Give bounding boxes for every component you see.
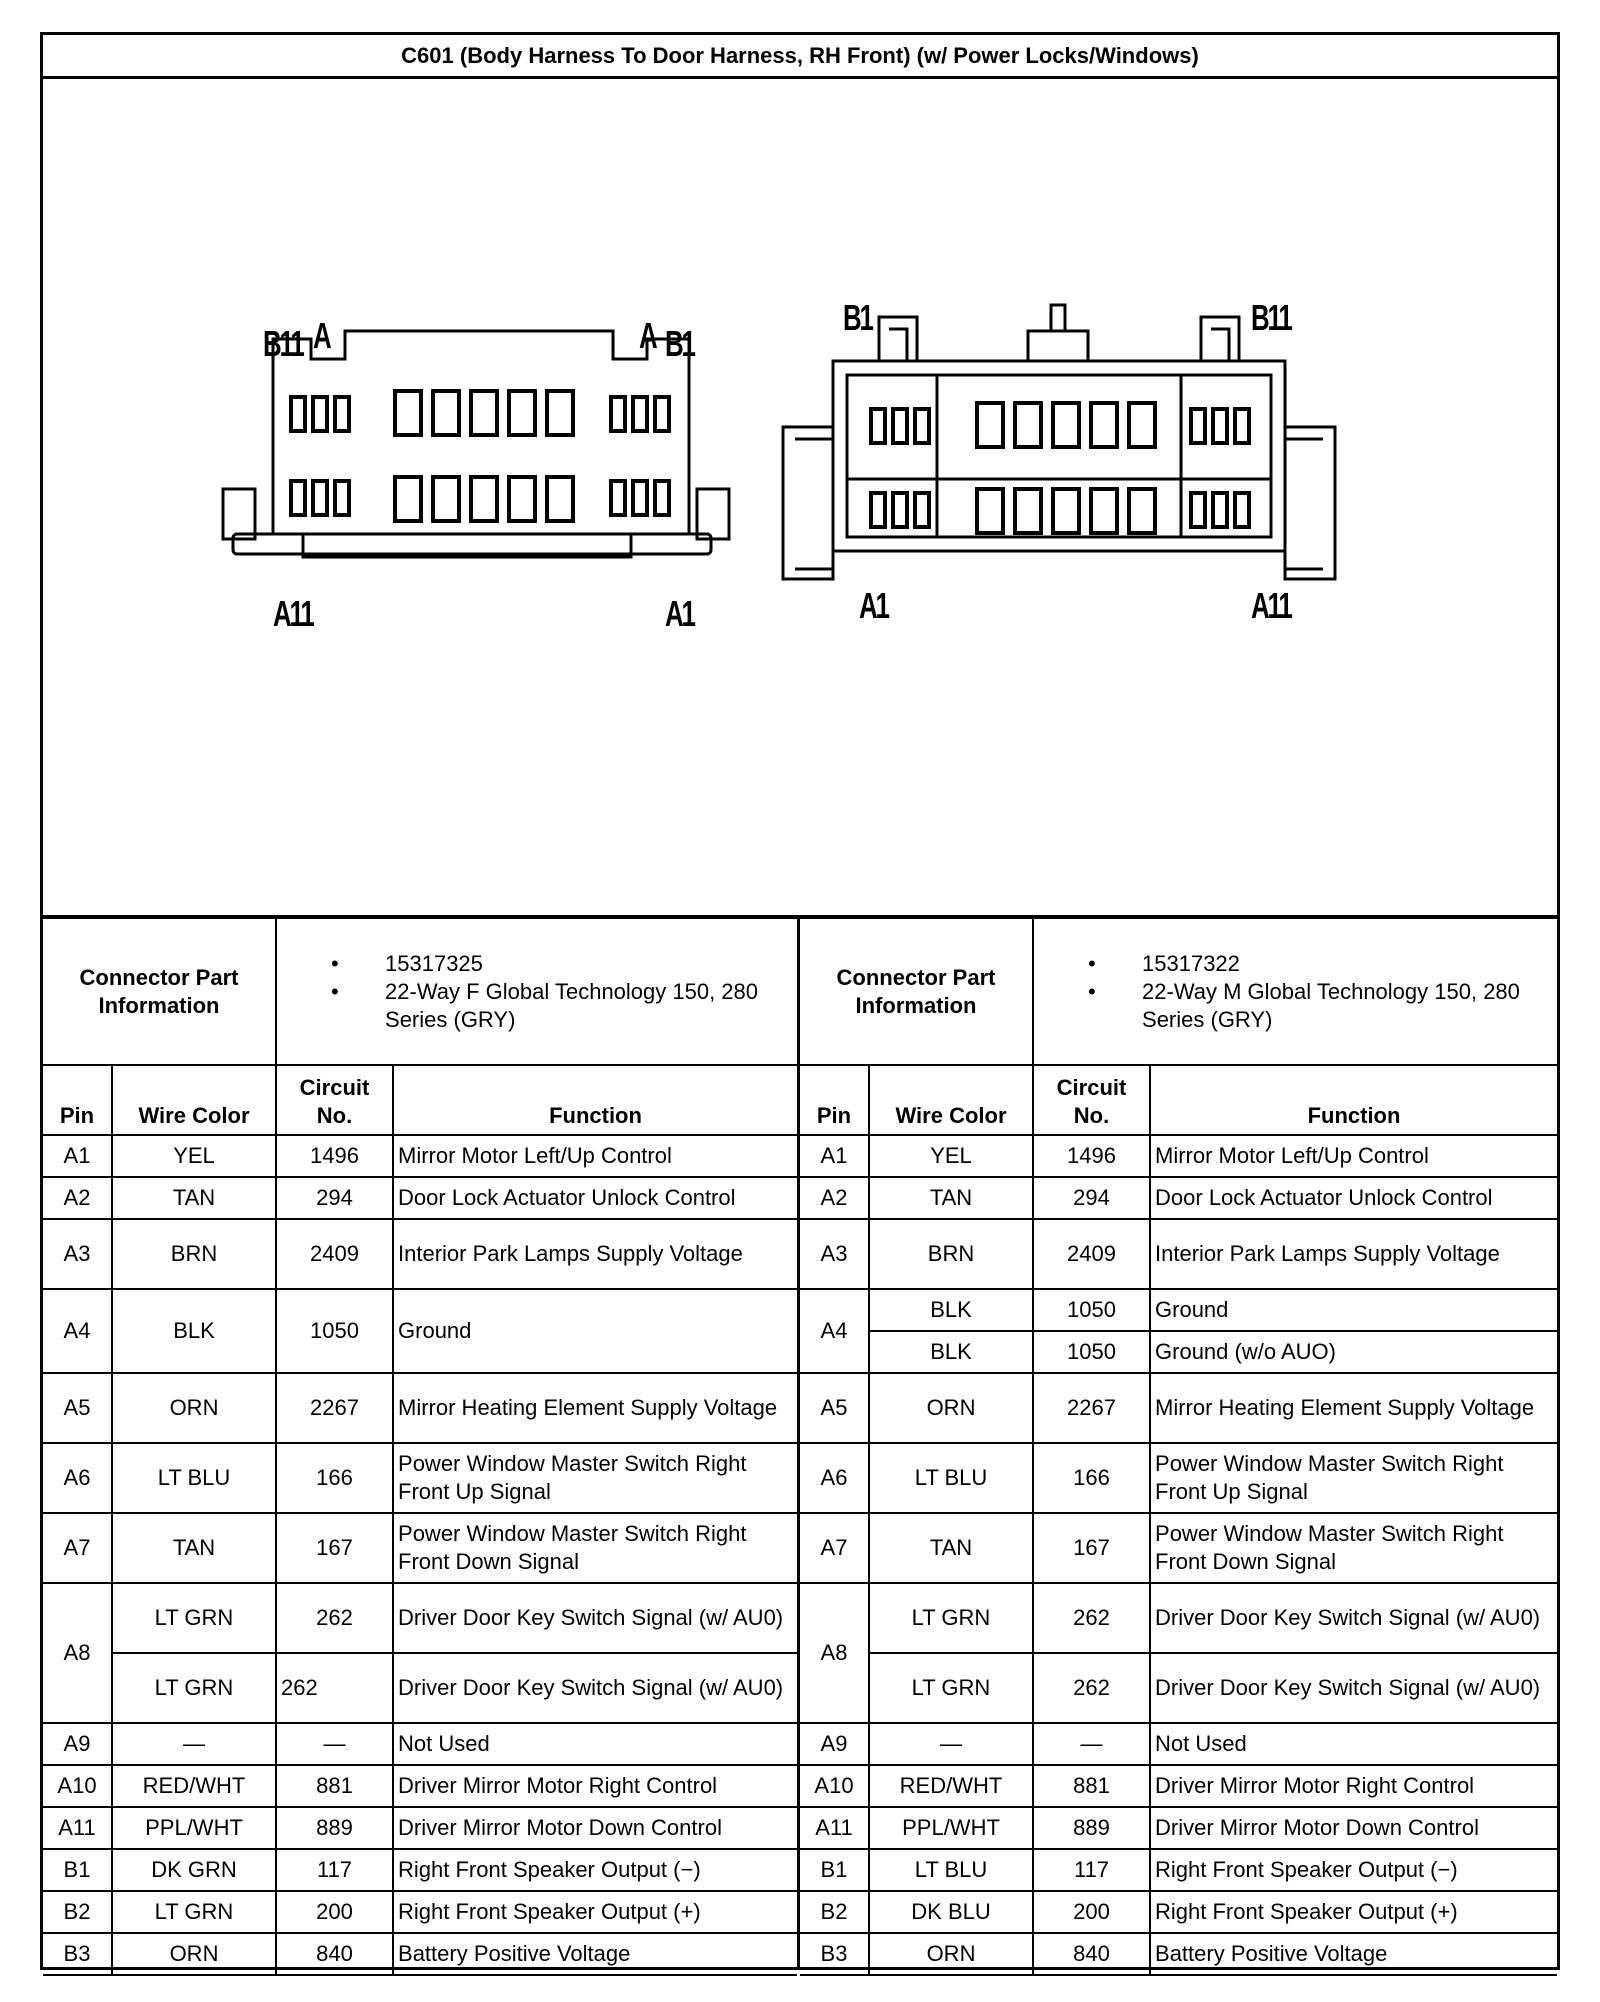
female-label-a1: A1 xyxy=(665,593,694,634)
function: Power Window Master Switch Right Front Down Signal xyxy=(393,1513,797,1583)
circuit: 889 xyxy=(1033,1807,1150,1849)
connector-sheet xyxy=(40,32,1560,1970)
part-info-label: Connector Part Information xyxy=(800,919,1033,1065)
header-circuit: Circuit No. xyxy=(276,1065,393,1135)
male-label-b11: B11 xyxy=(1251,297,1291,338)
wire-color: RED/WHT xyxy=(869,1765,1033,1807)
female-label-b11: B11 xyxy=(263,323,303,364)
header-pin: Pin xyxy=(800,1065,869,1135)
pin: A3 xyxy=(800,1219,869,1289)
wire-color: TAN xyxy=(112,1177,276,1219)
table-row xyxy=(43,1723,797,1765)
header-function: Function xyxy=(393,1065,797,1135)
pin: A11 xyxy=(43,1807,112,1849)
function: Power Window Master Switch Right Front Down Signal xyxy=(1150,1513,1557,1583)
circuit: 117 xyxy=(276,1849,393,1891)
function: Not Used xyxy=(393,1723,797,1765)
circuit: 294 xyxy=(276,1177,393,1219)
pin: B3 xyxy=(800,1933,869,1975)
table-row xyxy=(43,1891,797,1933)
function: Interior Park Lamps Supply Voltage xyxy=(1150,1219,1557,1289)
function: Power Window Master Switch Right Front Up Signal xyxy=(1150,1443,1557,1513)
circuit: 167 xyxy=(276,1513,393,1583)
function: Driver Mirror Motor Down Control xyxy=(393,1807,797,1849)
wire-color: BRN xyxy=(112,1219,276,1289)
table-row xyxy=(43,1177,797,1219)
wire-color: PPL/WHT xyxy=(869,1807,1033,1849)
table-row xyxy=(43,1653,797,1723)
pin: A9 xyxy=(800,1723,869,1765)
pin: A5 xyxy=(43,1373,112,1443)
wire-color: — xyxy=(112,1723,276,1765)
function: Right Front Speaker Output (+) xyxy=(1150,1891,1557,1933)
function: Right Front Speaker Output (+) xyxy=(393,1891,797,1933)
wire-color: BLK xyxy=(112,1289,276,1373)
wire-color: LT GRN xyxy=(869,1583,1033,1653)
function: Interior Park Lamps Supply Voltage xyxy=(393,1219,797,1289)
wire-color: BLK xyxy=(869,1331,1033,1373)
part-info xyxy=(276,919,797,1065)
pin: B2 xyxy=(800,1891,869,1933)
circuit: 840 xyxy=(276,1933,393,1975)
table-row xyxy=(800,1513,1557,1583)
table-row xyxy=(800,1289,1557,1331)
part-number: • 15317325 xyxy=(281,950,793,978)
table-row xyxy=(800,1807,1557,1849)
connector-diagram xyxy=(43,79,1557,919)
pin: A8 xyxy=(800,1583,869,1723)
function: Ground xyxy=(393,1289,797,1373)
wire-color: LT BLU xyxy=(112,1443,276,1513)
function: Right Front Speaker Output (−) xyxy=(393,1849,797,1891)
table-row xyxy=(800,1765,1557,1807)
function: Power Window Master Switch Right Front Up Signal xyxy=(393,1443,797,1513)
wire-color: LT GRN xyxy=(112,1653,276,1723)
pin: A1 xyxy=(800,1135,869,1177)
part-info-label: Connector Part Information xyxy=(43,919,276,1065)
pin: A7 xyxy=(800,1513,869,1583)
circuit: 167 xyxy=(1033,1513,1150,1583)
circuit: 166 xyxy=(276,1443,393,1513)
wire-color: LT GRN xyxy=(112,1891,276,1933)
male-label-a1: A1 xyxy=(859,585,888,626)
function: Battery Positive Voltage xyxy=(1150,1933,1557,1975)
circuit: 840 xyxy=(1033,1933,1150,1975)
wire-color: ORN xyxy=(112,1933,276,1975)
table-row xyxy=(800,1331,1557,1373)
circuit: 262 xyxy=(1033,1653,1150,1723)
female-label-b1: B1 xyxy=(665,323,694,364)
part-description: • 22-Way M Global Technology 150, 280 Series (GRY) xyxy=(1038,978,1553,1034)
pin: A10 xyxy=(43,1765,112,1807)
table-row xyxy=(800,1135,1557,1177)
function: Driver Mirror Motor Right Control xyxy=(1150,1765,1557,1807)
wire-color: — xyxy=(869,1723,1033,1765)
function: Driver Door Key Switch Signal (w/ AU0) xyxy=(1150,1583,1557,1653)
male-connector-drawing xyxy=(783,305,1335,579)
table-row xyxy=(800,1177,1557,1219)
wire-color: ORN xyxy=(112,1373,276,1443)
pin: A5 xyxy=(800,1373,869,1443)
circuit: 166 xyxy=(1033,1443,1150,1513)
table-row xyxy=(43,1765,797,1807)
circuit: 881 xyxy=(1033,1765,1150,1807)
function: Driver Door Key Switch Signal (w/ AU0) xyxy=(393,1583,797,1653)
table-row xyxy=(800,1583,1557,1653)
pin: B2 xyxy=(43,1891,112,1933)
table-row xyxy=(43,1219,797,1289)
pin: B3 xyxy=(43,1933,112,1975)
header-wire-color: Wire Color xyxy=(869,1065,1033,1135)
function: Mirror Heating Element Supply Voltage xyxy=(1150,1373,1557,1443)
female-label-a-left: A xyxy=(313,315,330,356)
function: Not Used xyxy=(1150,1723,1557,1765)
function: Ground (w/o AUO) xyxy=(1150,1331,1557,1373)
circuit: 1496 xyxy=(276,1135,393,1177)
table-row xyxy=(43,1373,797,1443)
circuit: 200 xyxy=(276,1891,393,1933)
wire-color: BRN xyxy=(869,1219,1033,1289)
table-row xyxy=(800,1219,1557,1289)
part-info xyxy=(1033,919,1557,1065)
table-row xyxy=(800,1891,1557,1933)
wire-color: LT GRN xyxy=(869,1653,1033,1723)
male-label-a11: A11 xyxy=(1251,585,1291,626)
circuit: 200 xyxy=(1033,1891,1150,1933)
wire-color: TAN xyxy=(112,1513,276,1583)
table-row xyxy=(800,1653,1557,1723)
circuit: — xyxy=(1033,1723,1150,1765)
circuit: 889 xyxy=(276,1807,393,1849)
header-wire-color: Wire Color xyxy=(112,1065,276,1135)
table-row xyxy=(800,1933,1557,1975)
circuit: 2409 xyxy=(1033,1219,1150,1289)
female-label-a-right: A xyxy=(639,315,656,356)
circuit: 1050 xyxy=(1033,1289,1150,1331)
pin: A7 xyxy=(43,1513,112,1583)
wire-color: YEL xyxy=(112,1135,276,1177)
wire-color: TAN xyxy=(869,1513,1033,1583)
wire-color: LT BLU xyxy=(869,1849,1033,1891)
wire-color: YEL xyxy=(869,1135,1033,1177)
pin: A4 xyxy=(43,1289,112,1373)
part-description: • 22-Way F Global Technology 150, 280 Series (GRY) xyxy=(281,978,793,1034)
circuit: 1496 xyxy=(1033,1135,1150,1177)
pin: A10 xyxy=(800,1765,869,1807)
pin: A6 xyxy=(43,1443,112,1513)
circuit: 2267 xyxy=(276,1373,393,1443)
circuit: 262 xyxy=(1033,1583,1150,1653)
wire-color: BLK xyxy=(869,1289,1033,1331)
wire-color: ORN xyxy=(869,1933,1033,1975)
table-row xyxy=(800,1723,1557,1765)
function: Mirror Motor Left/Up Control xyxy=(1150,1135,1557,1177)
pin: B1 xyxy=(43,1849,112,1891)
table-row xyxy=(43,1933,797,1975)
function: Driver Door Key Switch Signal (w/ AU0) xyxy=(393,1653,797,1723)
wire-color: PPL/WHT xyxy=(112,1807,276,1849)
function: Driver Door Key Switch Signal (w/ AU0) xyxy=(1150,1653,1557,1723)
pin: A2 xyxy=(800,1177,869,1219)
table-row xyxy=(43,1443,797,1513)
table-row xyxy=(800,1849,1557,1891)
circuit: 117 xyxy=(1033,1849,1150,1891)
pin: A1 xyxy=(43,1135,112,1177)
function: Ground xyxy=(1150,1289,1557,1331)
pin: A4 xyxy=(800,1289,869,1373)
header-pin: Pin xyxy=(43,1065,112,1135)
table-row xyxy=(43,1135,797,1177)
pinout-tables xyxy=(43,919,1557,1967)
circuit: 1050 xyxy=(1033,1331,1150,1373)
circuit: 262 xyxy=(276,1583,393,1653)
wire-color: LT GRN xyxy=(112,1583,276,1653)
function: Mirror Heating Element Supply Voltage xyxy=(393,1373,797,1443)
header-function: Function xyxy=(1150,1065,1557,1135)
circuit: 2409 xyxy=(276,1219,393,1289)
circuit: — xyxy=(276,1723,393,1765)
circuit: 881 xyxy=(276,1765,393,1807)
table-row xyxy=(43,1807,797,1849)
table-row xyxy=(43,1289,797,1373)
wire-color: LT BLU xyxy=(869,1443,1033,1513)
function: Right Front Speaker Output (−) xyxy=(1150,1849,1557,1891)
female-label-a11: A11 xyxy=(273,593,313,634)
pin: A9 xyxy=(43,1723,112,1765)
function: Mirror Motor Left/Up Control xyxy=(393,1135,797,1177)
circuit: 1050 xyxy=(276,1289,393,1373)
pin: A6 xyxy=(800,1443,869,1513)
pin: A3 xyxy=(43,1219,112,1289)
table-row xyxy=(800,1443,1557,1513)
pin: A2 xyxy=(43,1177,112,1219)
wire-color: ORN xyxy=(869,1373,1033,1443)
function: Driver Mirror Motor Down Control xyxy=(1150,1807,1557,1849)
table-row xyxy=(43,1513,797,1583)
header-circuit: Circuit No. xyxy=(1033,1065,1150,1135)
function: Driver Mirror Motor Right Control xyxy=(393,1765,797,1807)
pin: A11 xyxy=(800,1807,869,1849)
circuit: 262 xyxy=(276,1653,393,1723)
function: Door Lock Actuator Unlock Control xyxy=(393,1177,797,1219)
function: Battery Positive Voltage xyxy=(393,1933,797,1975)
pin: B1 xyxy=(800,1849,869,1891)
page-title: C601 (Body Harness To Door Harness, RH Front) (w/ Power Locks/Windows) xyxy=(43,35,1557,79)
table-row xyxy=(800,1373,1557,1443)
male-connector-table xyxy=(800,919,1557,1967)
pin: A8 xyxy=(43,1583,112,1723)
circuit: 2267 xyxy=(1033,1373,1150,1443)
function: Door Lock Actuator Unlock Control xyxy=(1150,1177,1557,1219)
connector-drawings xyxy=(43,79,1557,915)
wire-color: DK GRN xyxy=(112,1849,276,1891)
table-row xyxy=(43,1583,797,1653)
circuit: 294 xyxy=(1033,1177,1150,1219)
wire-color: RED/WHT xyxy=(112,1765,276,1807)
table-row xyxy=(43,1849,797,1891)
wire-color: TAN xyxy=(869,1177,1033,1219)
female-connector-table xyxy=(43,919,800,1967)
wire-color: DK BLU xyxy=(869,1891,1033,1933)
part-number: • 15317322 xyxy=(1038,950,1553,978)
male-label-b1: B1 xyxy=(843,297,872,338)
